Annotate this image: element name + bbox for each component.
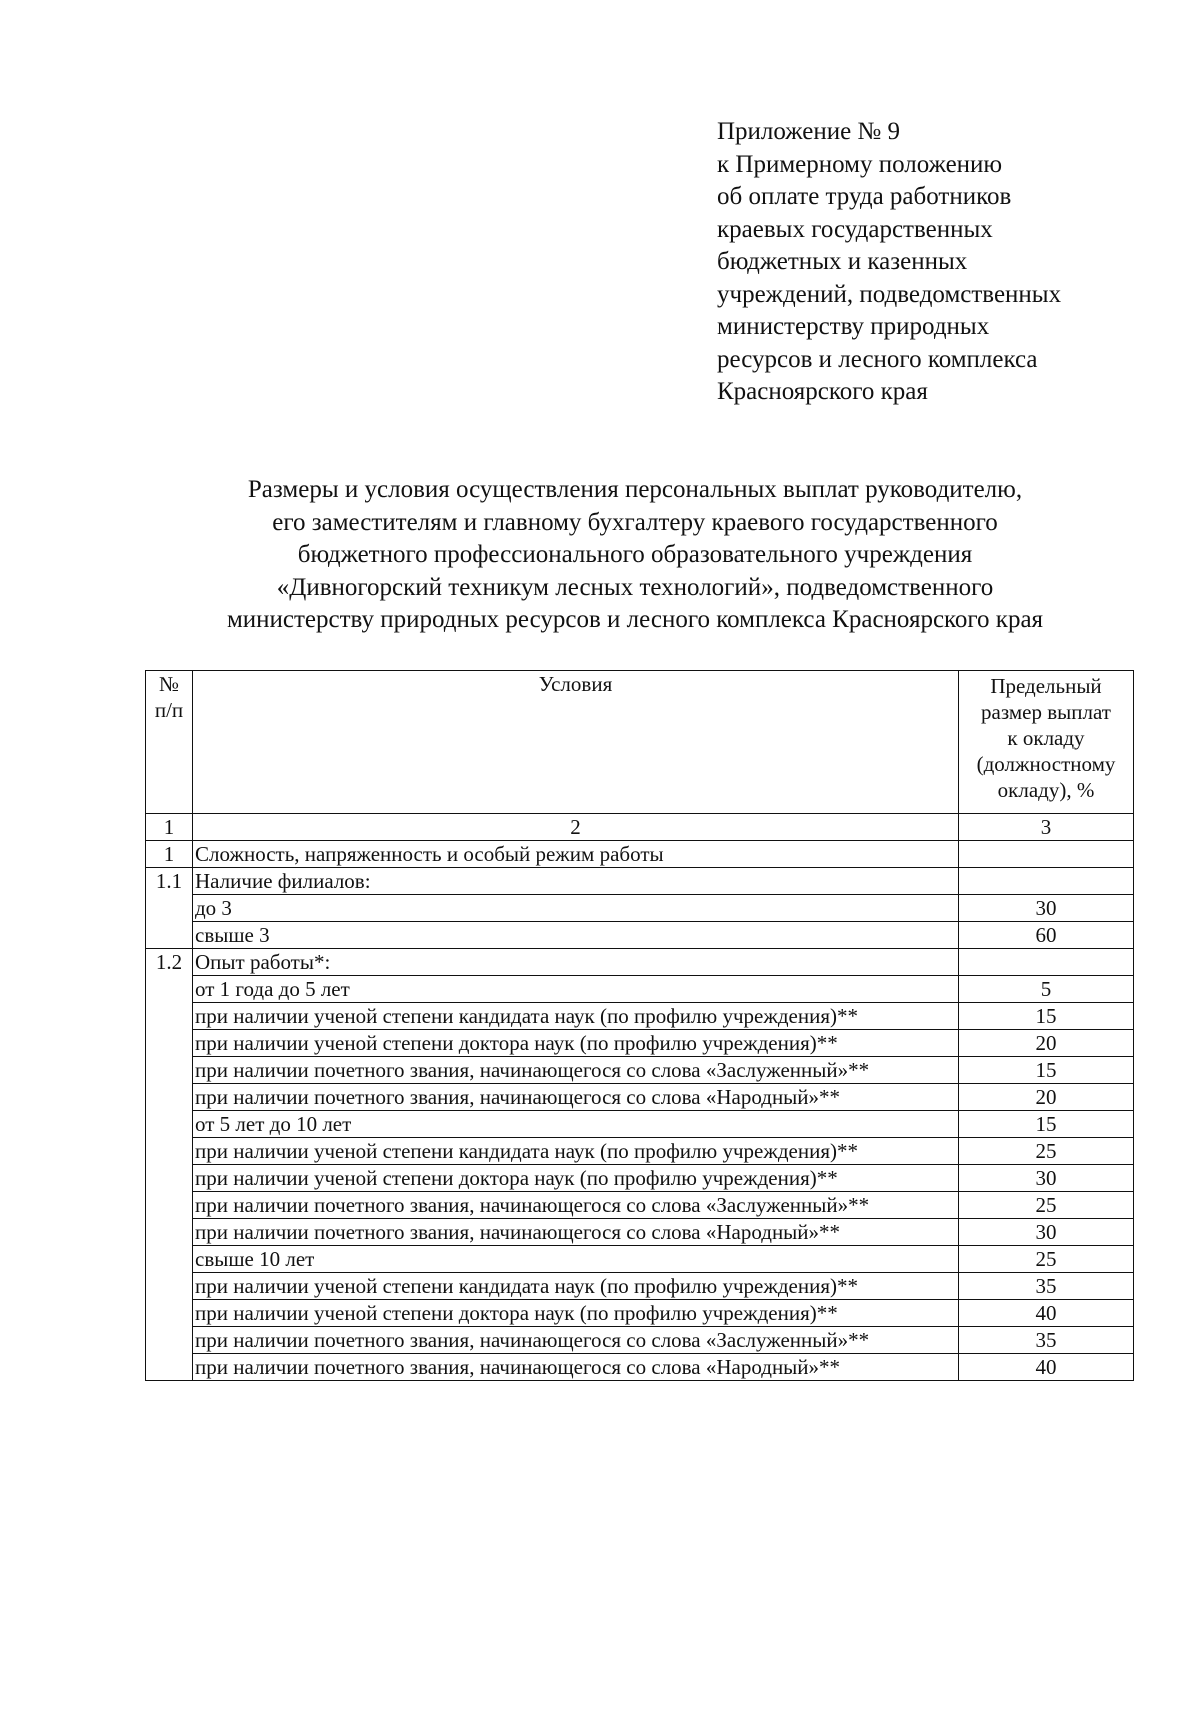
table-row	[146, 868, 1134, 895]
annex-line: министерству природных	[717, 313, 990, 340]
row-label: при наличии почетного звания, начинающегося со слова «Заслуженный»**	[193, 1327, 959, 1354]
column-index: 1	[146, 814, 193, 841]
section-label: Наличие филиалов:	[193, 868, 959, 895]
title-line: бюджетного профессионального образовательного учреждения	[297, 541, 973, 568]
table-row	[146, 922, 1134, 949]
row-value: 20	[959, 1084, 1134, 1111]
row-number: 1.1	[146, 868, 193, 949]
annex-line: к Примерному положению	[717, 150, 1003, 178]
row-value: 30	[959, 895, 1134, 922]
row-label: при наличии почетного звания, начинающегося со слова «Заслуженный»**	[193, 1057, 959, 1084]
table-row	[146, 1354, 1134, 1381]
row-value: 25	[959, 1192, 1134, 1219]
row-value: 35	[959, 1327, 1134, 1354]
row-value: 60	[959, 922, 1134, 949]
title-line: его заместителям и главному бухгалтеру краевого государственного	[272, 508, 998, 536]
row-value	[959, 868, 1134, 895]
row-value: 30	[959, 1219, 1134, 1246]
table-row	[146, 1246, 1134, 1273]
table-row	[146, 1273, 1134, 1300]
annex-line: ресурсов и лесного комплекса	[717, 345, 1038, 373]
row-number: 1	[146, 841, 193, 868]
table-row	[146, 1219, 1134, 1246]
table-row	[146, 1111, 1134, 1138]
row-label: от 5 лет до 10 лет	[193, 1111, 959, 1138]
title-line: министерству природных ресурсов и лесного комплекса Красноярского края	[226, 606, 1044, 633]
annex-reference	[717, 116, 1061, 409]
header-limit: Предельный размер выплат к окладу (должностному окладу), %	[959, 671, 1134, 814]
section-label: Сложность, напряженность и особый режим работы	[193, 841, 959, 868]
row-value: 15	[959, 1111, 1134, 1138]
row-label: при наличии почетного звания, начинающегося со слова «Народный»**	[193, 1219, 959, 1246]
payments-table	[145, 670, 1134, 1381]
document-title	[130, 474, 1140, 637]
table-row	[146, 1003, 1134, 1030]
annex-line: бюджетных и казенных	[717, 248, 968, 275]
annex-line: об оплате труда работников	[717, 183, 1012, 210]
row-label: при наличии ученой степени кандидата наук (по профилю учреждения)**	[193, 1138, 959, 1165]
table-row	[146, 1084, 1134, 1111]
table-row	[146, 1327, 1134, 1354]
row-value: 25	[959, 1138, 1134, 1165]
table-header-row	[146, 671, 1134, 814]
row-label: при наличии почетного звания, начинающегося со слова «Заслуженный»**	[193, 1192, 959, 1219]
row-label: свыше 3	[193, 922, 959, 949]
column-index: 3	[959, 814, 1134, 841]
row-label: при наличии ученой степени доктора наук (по профилю учреждения)**	[193, 1030, 959, 1057]
row-value: 20	[959, 1030, 1134, 1057]
row-value: 5	[959, 976, 1134, 1003]
table-row	[146, 841, 1134, 868]
annex-line: учреждений, подведомственных	[717, 280, 1062, 308]
annex-line: Приложение № 9	[717, 118, 901, 145]
row-value: 30	[959, 1165, 1134, 1192]
row-value: 15	[959, 1003, 1134, 1030]
row-label: при наличии почетного звания, начинающегося со слова «Народный»**	[193, 1354, 959, 1381]
row-label: свыше 10 лет	[193, 1246, 959, 1273]
header-conditions: Условия	[193, 671, 959, 814]
table-row	[146, 1192, 1134, 1219]
table-row	[146, 1057, 1134, 1084]
table-row	[146, 1138, 1134, 1165]
row-label: при наличии ученой степени кандидата наук (по профилю учреждения)**	[193, 1003, 959, 1030]
row-label: от 1 года до 5 лет	[193, 976, 959, 1003]
table-row	[146, 949, 1134, 976]
row-value: 40	[959, 1354, 1134, 1381]
title-line: «Дивногорский техникум лесных технологий», подведомственного	[276, 573, 994, 601]
row-number: 1.2	[146, 949, 193, 1381]
annex-line: краевых государственных	[717, 215, 993, 243]
title-line: Размеры и условия осуществления персональных выплат руководителю,	[247, 476, 1023, 503]
row-label: при наличии ученой степени доктора наук (по профилю учреждения)**	[193, 1165, 959, 1192]
row-label: при наличии почетного звания, начинающегося со слова «Народный»**	[193, 1084, 959, 1111]
row-value: 40	[959, 1300, 1134, 1327]
row-value	[959, 841, 1134, 868]
row-value: 35	[959, 1273, 1134, 1300]
row-label: при наличии ученой степени кандидата наук (по профилю учреждения)**	[193, 1273, 959, 1300]
row-label: до 3	[193, 895, 959, 922]
table-row	[146, 1030, 1134, 1057]
column-index: 2	[193, 814, 959, 841]
row-value: 15	[959, 1057, 1134, 1084]
column-index-row	[146, 814, 1134, 841]
row-value	[959, 949, 1134, 976]
table-row	[146, 895, 1134, 922]
section-label: Опыт работы*:	[193, 949, 959, 976]
table-row	[146, 1165, 1134, 1192]
table-row	[146, 976, 1134, 1003]
row-label: при наличии ученой степени доктора наук (по профилю учреждения)**	[193, 1300, 959, 1327]
table-row	[146, 1300, 1134, 1327]
annex-line: Красноярского края	[717, 378, 928, 405]
row-value: 25	[959, 1246, 1134, 1273]
header-number: № п/п	[146, 671, 193, 814]
